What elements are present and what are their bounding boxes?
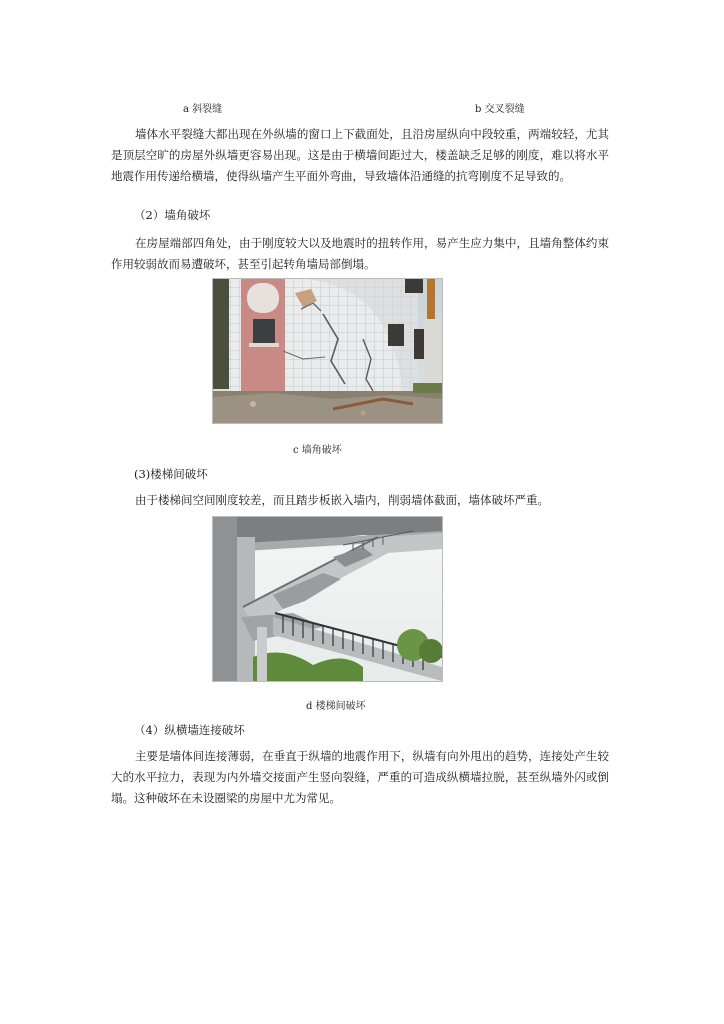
caption-c: c 墙角破坏	[293, 445, 342, 456]
paragraph-horizontal-cracks: 墙体水平裂缝大都出现在外纵墙的窗口上下截面处，且沿房屋纵向中段较重，两端较轻，尤其是顶层空旷的房屋外纵墙更容易出现。这是由于横墙间距过大，楼盖缺乏足够的刚度，难以将水平地震作用传递给横墙，使得纵墙产生平面外弯曲，导致墙体沿通缝的抗弯刚度不足导致的。	[111, 127, 609, 183]
paragraph-wall-connection-damage: 主要是墙体间连接薄弱，在垂直于纵墙的地震作用下，纵墙有向外甩出的趋势，连接处产生较大的水平拉力，表现为内外墙交接面产生竖向裂缝，严重的可造成纵横墙拉脱，甚至纵墙外闪或倒塌。这种破坏在未设圈梁的房屋中尤为常见。	[111, 749, 609, 805]
heading-corner-damage: （2）墙角破坏	[134, 208, 211, 222]
heading-stairwell-damage: (3)楼梯间破坏	[134, 467, 208, 481]
corner-damage-photo	[212, 278, 443, 424]
paragraph-stairwell-damage: 由于楼梯间空间刚度较差，而且踏步板嵌入墙内，削弱墙体截面，墙体破坏严重。	[135, 493, 549, 507]
caption-b: b 交叉裂缝	[475, 104, 525, 115]
caption-a: a 斜裂缝	[183, 104, 223, 115]
stairwell-damage-photo	[212, 516, 443, 682]
paragraph-corner-damage: 在房屋端部四角处，由于刚度较大以及地震时的扭转作用，易产生应力集中，且墙角整体约束作用较弱故而易遭破坏，甚至引起转角墙局部倒塌。	[111, 236, 609, 271]
heading-wall-connection-damage: （4）纵横墙连接破坏	[134, 723, 245, 737]
caption-d: d 楼梯间破坏	[306, 701, 366, 712]
